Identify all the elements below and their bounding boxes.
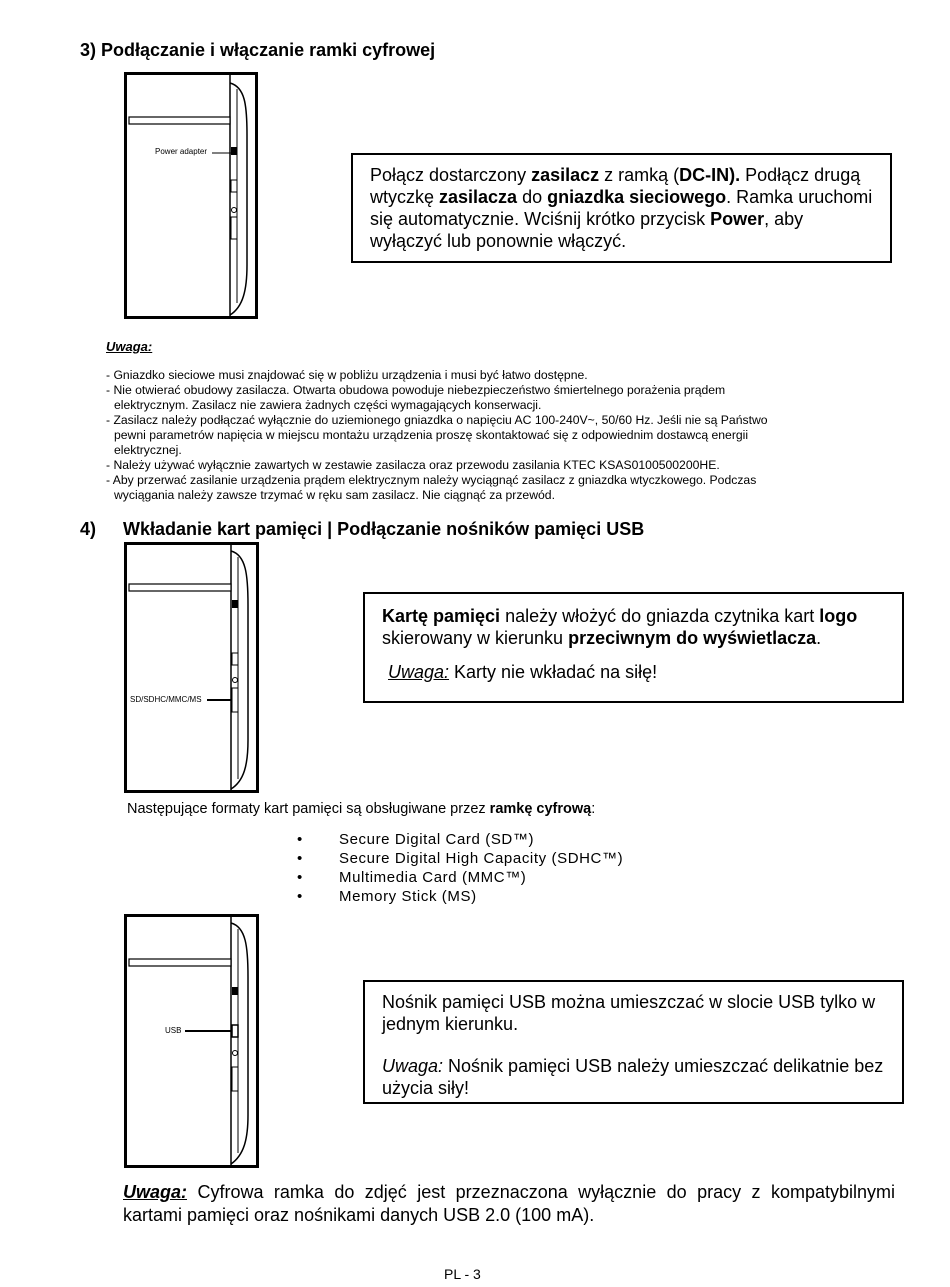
- note-line: elektrycznej.: [114, 443, 182, 457]
- usb-instruction-text: Nośnik pamięci USB można umieszczać w slocie USB tylko w jednym kierunku.: [382, 992, 876, 1034]
- usb-instructions: [363, 980, 904, 1104]
- note-line: elektrycznym. Zasilacz nie zawiera żadnych części wymagających konserwacji.: [114, 398, 542, 412]
- list-item: • Multimedia Card (MMC™): [297, 868, 623, 887]
- power-adapter-label: Power adapter: [155, 147, 208, 156]
- note-line: - Aby przerwać zasilanie urządzenia prądem elektrycznym należy wyciągnąć zasilacz z gniazdka wtyczkowego. Podczas: [106, 473, 757, 487]
- note-line: - Należy używać wyłącznie zawartych w zestawie zasilacza oraz przewodu zasilania KTEC KSAS0100500200HE.: [106, 458, 720, 472]
- power-connection-instructions: Połącz dostarczony zasilacz z ramką (DC-IN). Podłącz drugą wtyczkę zasilacza do gniazdka sieciowego. Ramka uruchomi się automatycznie. Wciśnij krótko przycisk Power, aby wyłączyć lub ponownie włączyć.: [351, 153, 892, 263]
- usb-label: USB: [165, 1026, 182, 1035]
- compatibility-note: Uwaga: Cyfrowa ramka do zdjęć jest przeznaczona wyłącznie do pracy z kompatybilnymi kartami pamięci oraz nośnikami danych USB 2.0 (100 mA).: [123, 1182, 895, 1225]
- device-side-illustration-card: [124, 542, 259, 793]
- device-side-illustration-power: [124, 72, 258, 319]
- page-number: PL - 3: [444, 1266, 481, 1282]
- note-line: wyciągania należy zawsze trzymać w ręku sam zasilacz. Nie ciągnąć za przewód.: [114, 488, 555, 502]
- section-3-title: 3) Podłączanie i włączanie ramki cyfrowej: [80, 40, 436, 60]
- list-item: • Secure Digital High Capacity (SDHC™): [297, 849, 623, 868]
- section-4-title: Wkładanie kart pamięci | Podłączanie nośników pamięci USB: [123, 519, 645, 539]
- device-side-illustration-usb: [124, 914, 259, 1168]
- card-note: Uwaga: Karty nie wkładać na siłę!: [388, 662, 658, 682]
- note-line: - Nie otwierać obudowy zasilacza. Otwarta obudowa powoduje niebezpieczeństwo śmiertelnego porażenia prądem: [106, 383, 726, 397]
- note-line: - Zasilacz należy podłączać wyłącznie do uziemionego gniazdka o napięciu AC 100-240V~, 50/60 Hz. Jeśli nie są Państwo: [106, 413, 768, 427]
- list-item: • Memory Stick (MS): [297, 887, 623, 906]
- formats-intro: Następujące formaty kart pamięci są obsługiwane przez ramkę cyfrową:: [127, 801, 596, 817]
- device-side-drawing: [127, 917, 256, 1165]
- note-heading: Uwaga:: [106, 339, 153, 354]
- usb-note: Uwaga: Nośnik pamięci USB należy umieszczać delikatnie bez użycia siły!: [382, 1056, 884, 1098]
- supported-formats-list: [297, 830, 623, 906]
- list-item: • Secure Digital Card (SD™): [297, 830, 623, 849]
- safety-notes: [106, 368, 768, 503]
- note-line: pewni parametrów napięcia w miejscu montażu urządzenia proszę skontaktować się z odpowiednim dostawcą energii: [114, 428, 749, 442]
- section-4-number: 4): [80, 519, 97, 539]
- note-line: - Gniazdko sieciowe musi znajdować się w pobliżu urządzenia i musi być łatwo dostępne.: [106, 368, 588, 382]
- memory-card-instructions: Kartę pamięci należy włożyć do gniazda czytnika kart logo skierowany w kierunku przeciwnym do wyświetlacza. Uwaga: Karty nie wkładać na siłę!: [363, 592, 904, 703]
- device-side-drawing: [127, 545, 256, 790]
- card-slot-label: SD/SDHC/MMC/MS: [130, 695, 202, 704]
- device-side-drawing: [127, 75, 255, 316]
